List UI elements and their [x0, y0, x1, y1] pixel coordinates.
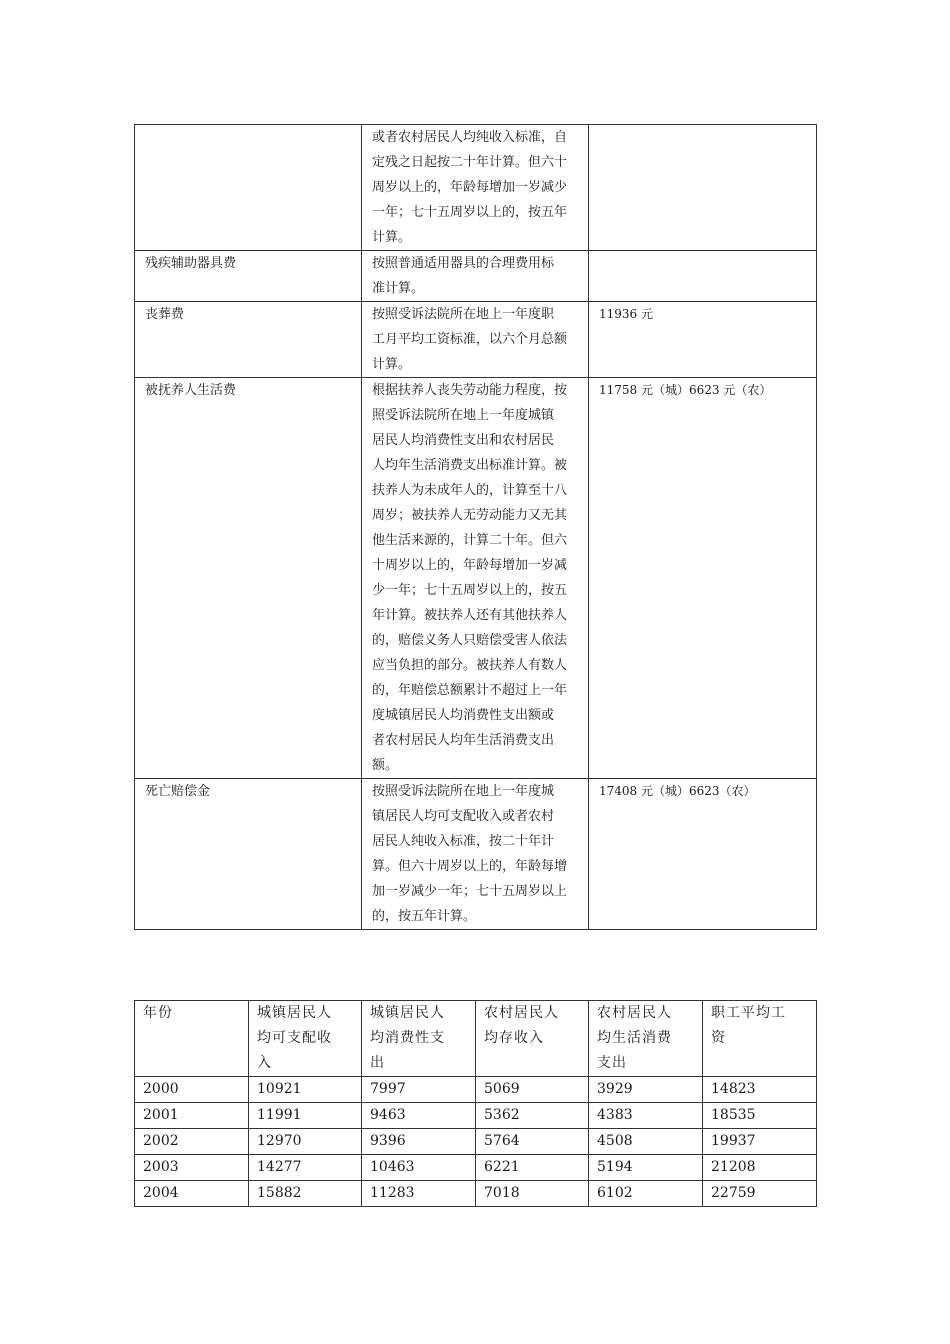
standard-cell: 或者农村居民人均纯收入标准，自 定残之日起按二十年计算。但六十 周岁以上的，年龄每增加一岁减少 一年；七十五周岁以上的，按五年 计算。 — [362, 125, 589, 251]
table-row — [135, 1155, 817, 1181]
value-cell: 21208 — [703, 1155, 817, 1181]
standard-cell: 按照受诉法院所在地上一年度职 工月平均工资标准，以六个月总额 计算。 — [362, 302, 589, 378]
value-cell: 10921 — [249, 1077, 362, 1103]
table-row — [135, 302, 817, 378]
value-cell: 12970 — [249, 1129, 362, 1155]
table-row — [135, 251, 817, 302]
value-cell: 22759 — [703, 1181, 817, 1207]
value-cell: 18535 — [703, 1103, 817, 1129]
income-statistics-table — [134, 1000, 817, 1207]
table-row — [135, 1181, 817, 1207]
amount-cell — [589, 125, 817, 251]
header-cell: 农村居民人 均生活消费 支出 — [589, 1001, 703, 1077]
amount-cell — [589, 251, 817, 302]
year-cell: 2000 — [135, 1077, 249, 1103]
table-row — [135, 1103, 817, 1129]
value-cell: 3929 — [589, 1077, 703, 1103]
standard-cell: 按照受诉法院所在地上一年度城 镇居民人均可支配收入或者农村 居民人纯收入标准，按二十年计 算。但六十周岁以上的，年龄每增 加一岁减少一年；七十五周岁以上 的，按五年计算。 — [362, 779, 589, 930]
value-cell: 11991 — [249, 1103, 362, 1129]
table-row — [135, 779, 817, 930]
value-cell: 4383 — [589, 1103, 703, 1129]
year-cell: 2002 — [135, 1129, 249, 1155]
table-row — [135, 1077, 817, 1103]
table-row — [135, 378, 817, 779]
value-cell: 11283 — [362, 1181, 476, 1207]
header-cell: 职工平均工 资 — [703, 1001, 817, 1077]
header-cell: 年份 — [135, 1001, 249, 1077]
compensation-standards-table — [134, 124, 817, 930]
year-cell: 2003 — [135, 1155, 249, 1181]
value-cell: 9463 — [362, 1103, 476, 1129]
value-cell: 6221 — [476, 1155, 589, 1181]
amount-cell: 11758 元（城）6623 元（农） — [589, 378, 817, 779]
value-cell: 10463 — [362, 1155, 476, 1181]
value-cell: 15882 — [249, 1181, 362, 1207]
value-cell: 7997 — [362, 1077, 476, 1103]
value-cell: 14277 — [249, 1155, 362, 1181]
header-row — [135, 1001, 817, 1077]
standard-cell: 根据扶养人丧失劳动能力程度，按 照受诉法院所在地上一年度城镇 居民人均消费性支出和农村居民 人均年生活消费支出标准计算。被 扶养人为未成年人的，计算至十八 周岁；被扶养人无劳动能力又无其 他生活来源的，计算二十年。但六 十周岁以上的，年龄每增加一岁减 少一年；七十五周岁以上的，按五 年计算。被扶养人还有其他扶养人 的，赔偿义务人只赔偿受害人依法 应当负担的部分。被扶养人有数人 的，年赔偿总额累计不超过上一年 度城镇居民人均消费性支出额或 者农村居民人均年生活消费支出 额。 — [362, 378, 589, 779]
header-cell: 农村居民人 均存收入 — [476, 1001, 589, 1077]
item-cell: 丧葬费 — [135, 302, 362, 378]
amount-cell: 11936 元 — [589, 302, 817, 378]
value-cell: 9396 — [362, 1129, 476, 1155]
table-row — [135, 125, 817, 251]
value-cell: 7018 — [476, 1181, 589, 1207]
header-cell: 城镇居民人 均消费性支 出 — [362, 1001, 476, 1077]
year-cell: 2004 — [135, 1181, 249, 1207]
value-cell: 5194 — [589, 1155, 703, 1181]
item-cell: 死亡赔偿金 — [135, 779, 362, 930]
item-cell: 被抚养人生活费 — [135, 378, 362, 779]
standard-cell: 按照普通适用器具的合理费用标 准计算。 — [362, 251, 589, 302]
table-row — [135, 1129, 817, 1155]
year-cell: 2001 — [135, 1103, 249, 1129]
value-cell: 5069 — [476, 1077, 589, 1103]
item-cell: 残疾辅助器具费 — [135, 251, 362, 302]
item-cell — [135, 125, 362, 251]
value-cell: 14823 — [703, 1077, 817, 1103]
value-cell: 4508 — [589, 1129, 703, 1155]
value-cell: 19937 — [703, 1129, 817, 1155]
value-cell: 6102 — [589, 1181, 703, 1207]
header-cell: 城镇居民人 均可支配收 入 — [249, 1001, 362, 1077]
amount-cell: 17408 元（城）6623（农） — [589, 779, 817, 930]
value-cell: 5362 — [476, 1103, 589, 1129]
value-cell: 5764 — [476, 1129, 589, 1155]
